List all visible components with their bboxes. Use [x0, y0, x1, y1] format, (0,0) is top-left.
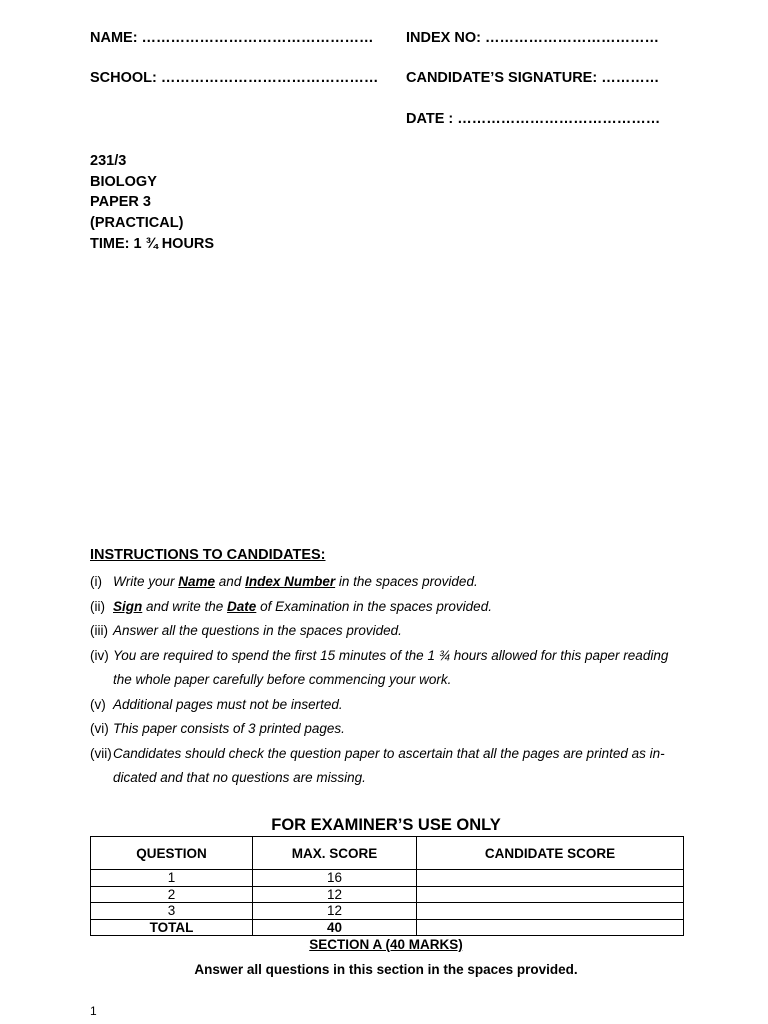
page-number: 1	[90, 1004, 97, 1018]
max-score-cell: 12	[253, 886, 417, 903]
question-cell: 3	[91, 903, 253, 920]
column-header-max-score: MAX. SCORE	[253, 837, 417, 870]
instruction-number: (v)	[90, 696, 106, 712]
instruction-item	[90, 717, 690, 742]
table-row	[91, 886, 684, 903]
instruction-continuation: dicated and that no questions are missing.	[113, 770, 366, 785]
column-header-candidate-score: CANDIDATE SCORE	[417, 837, 684, 870]
examiner-title: FOR EXAMINER’S USE ONLY	[271, 816, 501, 834]
instructions-list	[90, 570, 690, 791]
instruction-number: (i)	[90, 574, 102, 589]
instruction-text: Additional pages must not be inserted.	[113, 696, 343, 712]
candidate-score-cell[interactable]	[417, 903, 684, 920]
max-score-cell: 16	[253, 870, 417, 887]
total-candidate-score[interactable]	[417, 919, 684, 936]
paper-type: (PRACTICAL)	[90, 215, 184, 232]
total-max-score: 40	[253, 919, 417, 936]
instruction-item	[90, 644, 690, 669]
instruction-emphasis: Date	[227, 598, 257, 614]
instruction-text: This paper consists of 3 printed pages.	[113, 721, 345, 736]
answer-instruction: Answer all questions in this section in the spaces provided.	[194, 962, 578, 977]
instruction-continuation: the whole paper carefully before commencing your work.	[113, 672, 452, 687]
max-score-cell: 12	[253, 903, 417, 920]
instruction-text: and write the	[142, 598, 228, 614]
subject: BIOLOGY	[90, 173, 157, 190]
instruction-emphasis: Sign	[113, 598, 143, 614]
instruction-text: in the spaces provided.	[335, 574, 478, 589]
table-row	[91, 870, 684, 887]
paper-code: 231/3	[90, 153, 127, 169]
index-no-field: INDEX NO: ………………………………	[406, 30, 659, 46]
instruction-number: (vi)	[90, 721, 109, 736]
instruction-item	[90, 595, 690, 620]
candidate-score-cell[interactable]	[417, 870, 684, 887]
paper-info	[90, 151, 214, 255]
column-header-question: QUESTION	[91, 837, 253, 870]
table-header-row	[91, 837, 684, 870]
instructions-title: INSTRUCTIONS TO CANDIDATES:	[90, 547, 326, 563]
instruction-text: You are required to spend the first 15 minutes of the 1 ¾ hours allowed for this paper reading	[113, 647, 669, 663]
instruction-text: Answer all the questions in the spaces provided.	[113, 623, 402, 638]
instruction-item	[90, 693, 690, 718]
instruction-item	[90, 570, 690, 595]
paper-number: PAPER 3	[90, 194, 151, 211]
instruction-item	[90, 742, 690, 767]
question-cell: 1	[91, 870, 253, 887]
instruction-text: and	[215, 574, 246, 589]
instruction-number: (vii)	[90, 745, 112, 761]
section-a-title: SECTION A (40 MARKS)	[309, 937, 463, 952]
table-row	[91, 903, 684, 920]
instruction-emphasis: Index Number	[245, 574, 336, 589]
date-field: DATE : ……………………………………	[406, 111, 661, 127]
instruction-item	[90, 619, 690, 644]
question-cell: 2	[91, 886, 253, 903]
instruction-text: of Examination in the spaces provided.	[256, 598, 492, 614]
signature-field: CANDIDATE’S SIGNATURE: …………	[406, 70, 660, 86]
table-total-row	[91, 919, 684, 936]
instruction-number: (iv)	[90, 647, 109, 663]
examiner-score-table	[90, 836, 684, 936]
instruction-text: Candidates should check the question paper to ascertain that all the pages are printed as in-	[113, 745, 665, 761]
total-label: TOTAL	[91, 919, 253, 936]
candidate-score-cell[interactable]	[417, 886, 684, 903]
time-allowed: TIME: 1 ¾ HOURS	[90, 235, 215, 252]
instruction-text: Write your	[113, 574, 179, 589]
instruction-emphasis: Name	[178, 574, 216, 589]
instruction-number: (ii)	[90, 598, 105, 614]
school-field: SCHOOL: ………………………………………	[90, 70, 379, 86]
name-field: NAME: …………………………………………	[90, 30, 374, 46]
instruction-number: (iii)	[90, 623, 108, 638]
